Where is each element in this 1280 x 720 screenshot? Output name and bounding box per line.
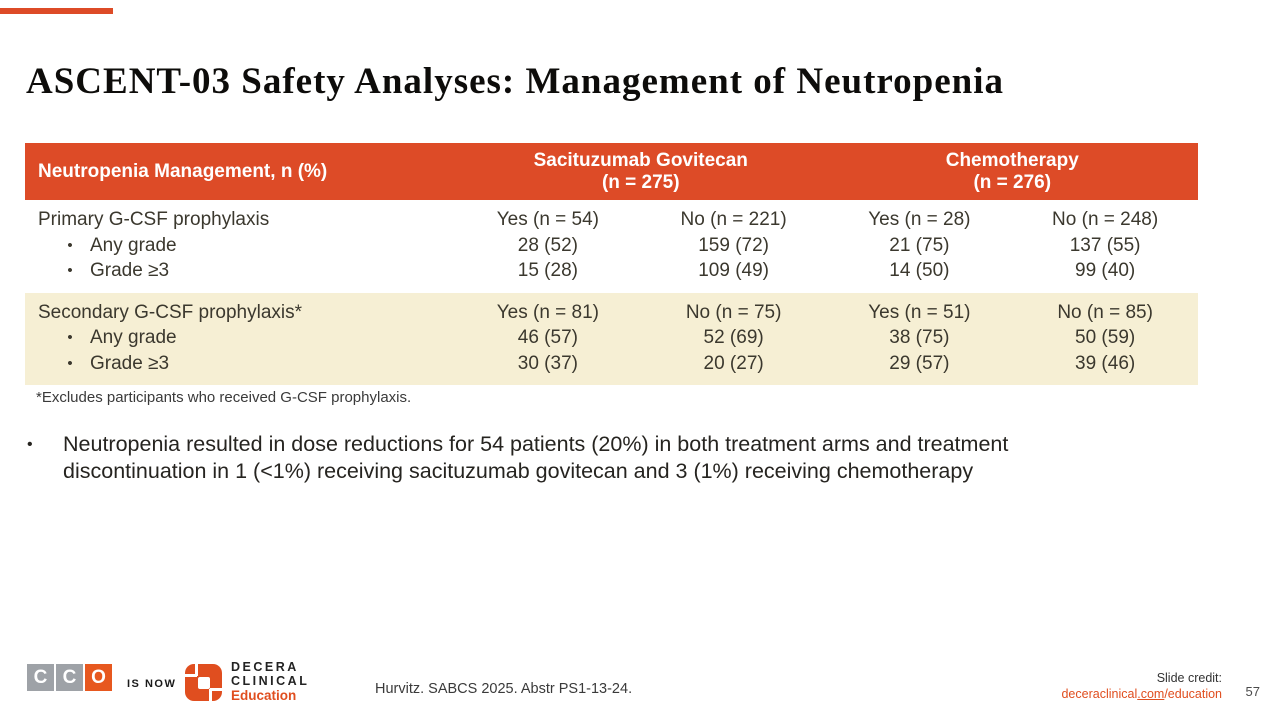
cco-logo-letter-c2: C bbox=[56, 664, 83, 691]
slide-credit-link[interactable]: deceraclinical.com/education bbox=[1061, 686, 1222, 701]
cco-logo bbox=[27, 664, 112, 691]
data-cell-value: 28 (52) bbox=[517, 234, 578, 256]
row-label-cell bbox=[25, 300, 455, 377]
data-cell-subheader: Yes (n = 81) bbox=[496, 301, 600, 323]
neutropenia-management-table bbox=[25, 143, 1198, 385]
table-header-row bbox=[25, 143, 1198, 200]
cco-logo-letter-c1: C bbox=[27, 664, 54, 691]
row-sub-item bbox=[38, 351, 455, 377]
bullet-marker: • bbox=[67, 354, 73, 372]
slide-credit-label: Slide credit: bbox=[1156, 671, 1222, 685]
data-cell-value: 21 (75) bbox=[889, 234, 950, 256]
data-cell-subheader: No (n = 75) bbox=[685, 301, 782, 323]
table-footnote: *Excludes participants who received G-CSF prophylaxis. bbox=[36, 389, 412, 406]
decera-clinical-logo bbox=[185, 661, 309, 703]
reference-citation: Hurvitz. SABCS 2025. Abstr PS1-13-24. bbox=[375, 681, 633, 697]
data-cell-value: 38 (75) bbox=[889, 327, 950, 348]
data-cell bbox=[827, 300, 1013, 377]
data-cell bbox=[455, 207, 641, 284]
data-cell bbox=[1012, 300, 1198, 377]
row-sub-item-label: Grade ≥3 bbox=[90, 352, 170, 374]
row-sub-item bbox=[38, 233, 455, 259]
row-sub-item-label: Any grade bbox=[90, 234, 177, 256]
sacituzumab-group-n: (n = 275) bbox=[601, 171, 680, 193]
data-cell bbox=[641, 300, 827, 377]
decera-logo-line2: CLINICAL bbox=[231, 673, 310, 688]
data-cell-subheader: Yes (n = 51) bbox=[868, 301, 971, 323]
table-header-chemotherapy-group bbox=[827, 150, 1199, 194]
data-cell-value: 99 (40) bbox=[1075, 260, 1136, 281]
data-cell bbox=[641, 207, 827, 284]
bullet-marker: • bbox=[67, 236, 73, 254]
row-sub-item-label: Grade ≥3 bbox=[90, 260, 170, 281]
page-number: 57 bbox=[1245, 684, 1260, 699]
data-cell-subheader: No (n = 221) bbox=[680, 209, 787, 230]
decera-logo-icon bbox=[185, 664, 222, 701]
table-body bbox=[25, 200, 1198, 385]
data-cell-value: 50 (59) bbox=[1075, 327, 1136, 348]
data-cell bbox=[827, 207, 1013, 284]
sacituzumab-group-name: Sacituzumab Govitecan bbox=[533, 149, 748, 171]
data-cell-value: 20 (27) bbox=[703, 352, 764, 374]
data-cell-value: 39 (46) bbox=[1075, 352, 1136, 374]
row-sub-item bbox=[38, 258, 455, 284]
chemotherapy-group-name: Chemotherapy bbox=[945, 149, 1079, 171]
row-label-cell bbox=[25, 207, 455, 284]
row-sub-item-label: Any grade bbox=[90, 327, 177, 348]
data-cell-subheader: No (n = 85) bbox=[1057, 301, 1153, 323]
page-title: ASCENT-03 Safety Analyses: Management of Neutropenia bbox=[26, 61, 1005, 102]
data-cell-subheader: Yes (n = 54) bbox=[496, 209, 600, 230]
data-cell-subheader: No (n = 248) bbox=[1052, 209, 1159, 230]
data-cell-value: 30 (37) bbox=[517, 352, 578, 374]
top-accent-bar bbox=[0, 8, 113, 14]
chemotherapy-group-n: (n = 276) bbox=[973, 171, 1052, 193]
table-row bbox=[25, 293, 1198, 386]
data-cell-value: 15 (28) bbox=[517, 260, 578, 281]
table-header-label-column: Neutropenia Management, n (%) bbox=[38, 160, 328, 182]
summary-bullet-text: Neutropenia resulted in dose reductions for 54 patients (20%) in both treatment arms and treatment discontinuation in 1 (<1%) receiving sacituzumab govitecan and 3 (1%) receiving chemotherapy bbox=[63, 432, 1009, 483]
cco-logo-letter-o: O bbox=[85, 664, 112, 691]
data-cell-value: 109 (49) bbox=[698, 260, 770, 281]
data-cell-value: 159 (72) bbox=[698, 234, 770, 256]
data-cell-subheader: Yes (n = 28) bbox=[868, 209, 971, 230]
row-label: Primary G-CSF prophylaxis bbox=[38, 209, 270, 230]
decera-logo-text bbox=[231, 661, 309, 703]
data-cell-value: 52 (69) bbox=[703, 327, 764, 348]
table-header-sacituzumab-group bbox=[455, 150, 827, 194]
row-sub-item bbox=[38, 325, 455, 351]
data-cell-value: 46 (57) bbox=[517, 327, 578, 348]
is-now-label: IS NOW bbox=[127, 678, 177, 690]
table-row bbox=[25, 200, 1198, 293]
data-cell-value: 14 (50) bbox=[889, 260, 950, 281]
slide-credit bbox=[1061, 671, 1222, 702]
data-cell bbox=[455, 300, 641, 377]
data-cell-value: 137 (55) bbox=[1069, 234, 1141, 256]
row-label: Secondary G-CSF prophylaxis* bbox=[38, 301, 302, 323]
decera-logo-line3: Education bbox=[231, 688, 297, 703]
data-cell-value: 29 (57) bbox=[889, 352, 950, 374]
decera-logo-line1: DECERA bbox=[231, 660, 299, 674]
bullet-marker: • bbox=[27, 436, 33, 453]
data-cell bbox=[1012, 207, 1198, 284]
bullet-marker: • bbox=[67, 329, 73, 346]
summary-bullet bbox=[27, 431, 1145, 485]
bullet-marker: • bbox=[67, 262, 73, 279]
